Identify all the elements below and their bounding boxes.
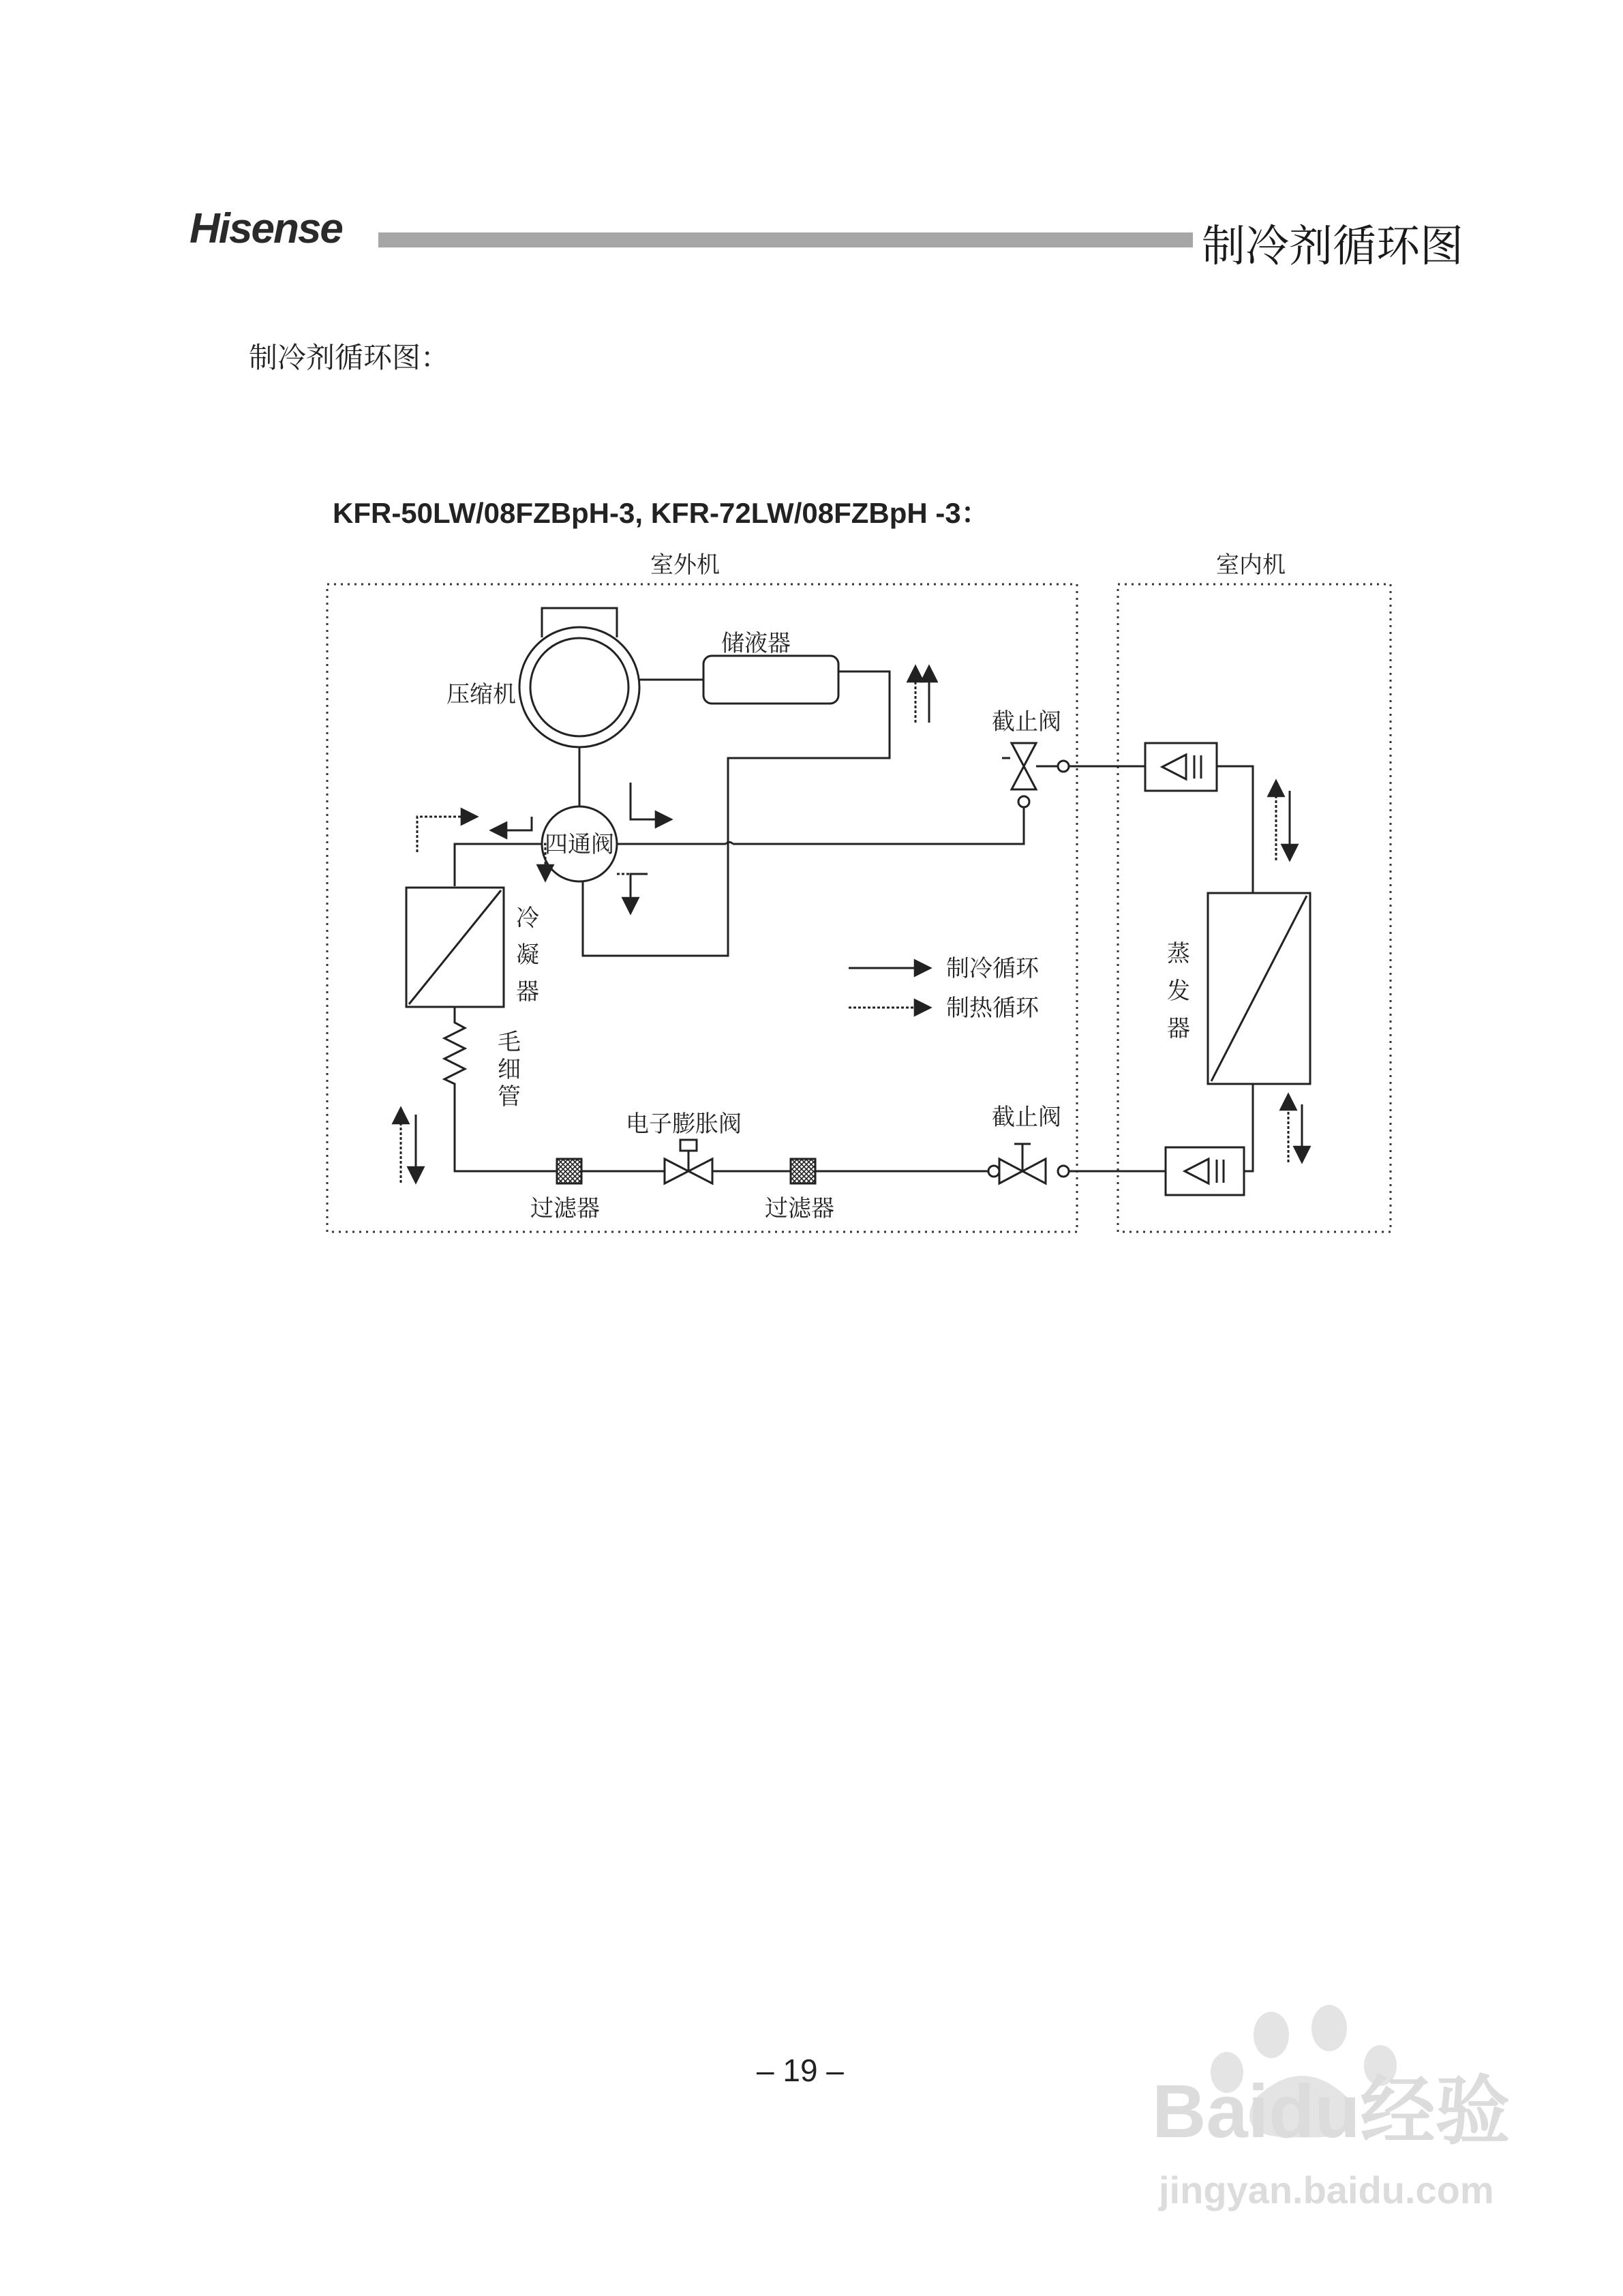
evaporator-symbol: [1208, 893, 1310, 1084]
evaporator-label-1: 蒸: [1167, 940, 1190, 967]
outdoor-unit-label: 室外机: [650, 552, 720, 579]
condenser-symbol: [406, 888, 504, 1007]
evaporator-label-2: 发: [1167, 978, 1190, 1005]
pipe-valve-condenser: [455, 844, 542, 886]
pipe-indoor-right: [1217, 766, 1253, 893]
stop-valve-top-label: 截止阀: [992, 708, 1061, 736]
filter-left-symbol: [557, 1159, 581, 1183]
four-way-valve-label: 四通阀: [545, 831, 614, 858]
capillary-label-3: 管: [498, 1083, 521, 1111]
stop-valve-top-symbol: [1002, 743, 1069, 789]
stop-valve-bottom-label: 截止阀: [992, 1104, 1061, 1131]
stop-valve-port: [1018, 796, 1029, 807]
hisense-logo: Hisense: [189, 205, 342, 252]
cooling-arrow-down-2: [631, 874, 648, 913]
indoor-unit-label: 室内机: [1216, 552, 1286, 579]
stop-valve-bottom-symbol: [988, 1144, 1069, 1183]
page-number: – 19 –: [757, 2053, 844, 2088]
compressor-label: 压缩机: [446, 681, 516, 708]
expansion-valve-symbol: [665, 1140, 712, 1183]
header-title: 制冷剂循环图: [1202, 222, 1463, 272]
heating-arrow-right-1: [417, 817, 477, 852]
capillary-label-1: 毛: [498, 1029, 521, 1056]
section-heading: 制冷剂循环图：: [249, 341, 450, 374]
baidu-watermark: [1152, 2005, 1511, 2211]
heating-arrow-down-1: [506, 844, 545, 881]
legend-cooling-label: 制冷循环: [946, 955, 1039, 982]
watermark-brand: Baidu经验: [1152, 2070, 1511, 2154]
condenser-label-1: 冷: [516, 905, 539, 932]
indoor-check-valve-bottom: [1166, 1147, 1244, 1195]
accumulator-symbol: [703, 656, 838, 704]
pipe-crossover: [726, 842, 733, 844]
expansion-valve-label: 电子膨胀阀: [626, 1111, 742, 1138]
indoor-unit-boundary: [1118, 584, 1391, 1232]
capillary-label-2: 细: [498, 1056, 521, 1083]
filter-left-label: 过滤器: [530, 1195, 600, 1222]
evaporator-label-3: 器: [1167, 1015, 1190, 1042]
filter-right-label: 过滤器: [765, 1195, 834, 1222]
accumulator-label: 储液器: [721, 630, 791, 657]
filter-right-symbol: [791, 1159, 815, 1183]
model-heading: KFR-50LW/08FZBpH-3, KFR-72LW/08FZBpH -3：: [333, 497, 990, 529]
cooling-arrow-left-1: [491, 817, 532, 830]
watermark-url: jingyan.baidu.com: [1159, 2169, 1494, 2211]
pipe-accumulator-riser: [583, 671, 890, 956]
condenser-label-2: 凝: [516, 941, 539, 969]
pipe-indoor-bottom: [1244, 1084, 1253, 1171]
legend-heating-label: 制热循环: [946, 995, 1039, 1022]
cooling-arrow-right-1: [631, 783, 671, 819]
indoor-check-valve-top: [1145, 743, 1217, 791]
pipe-valve-stopvalve: [617, 806, 1024, 844]
compressor-symbol: [519, 608, 639, 747]
condenser-label-3: 器: [516, 978, 539, 1006]
